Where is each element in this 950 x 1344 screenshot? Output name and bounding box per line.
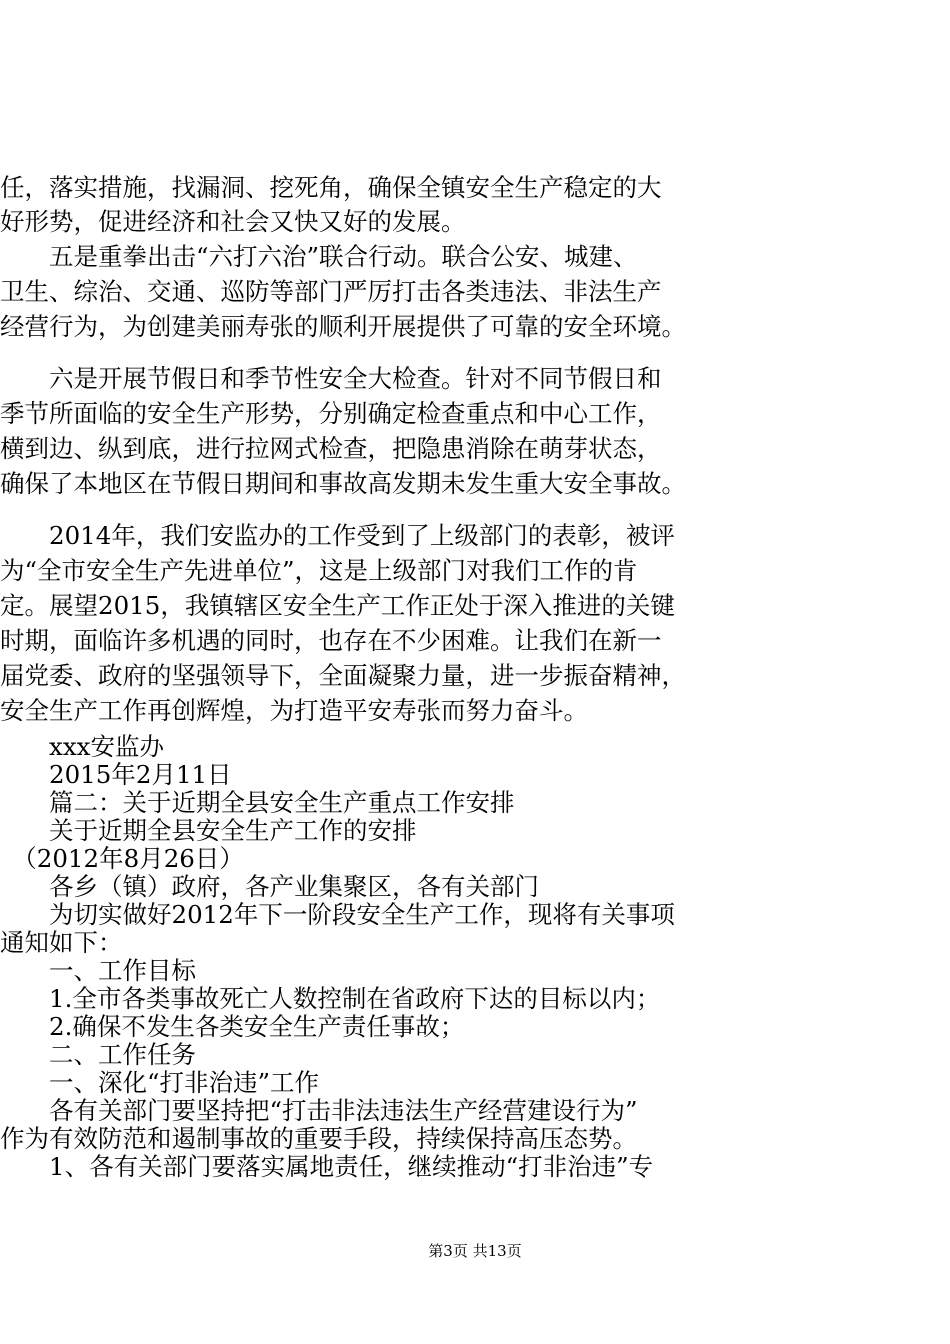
text-line: 季节所面临的安全生产形势，分别确定检查重点和中心工作， (0, 399, 662, 428)
text-line: 五是重拳出击“六打六治”联合行动。联合公安、城建、 (0, 242, 638, 271)
text-line: 时期，面临许多机遇的同时，也存在不少困难。让我们在新一 (0, 626, 662, 655)
heading-line: 一、深化“打非治违”工作 (0, 1068, 320, 1097)
heading-line: 一、工作目标 (0, 956, 196, 985)
text-line: 六是开展节假日和季节性安全大检查。针对不同节假日和 (0, 364, 662, 393)
section-heading: 篇二：关于近期全县安全生产重点工作安排 (0, 788, 515, 817)
text-line: 安全生产工作再创辉煌，为打造平安寿张而努力奋斗。 (0, 696, 588, 725)
text-line: 好形势，促进经济和社会又快又好的发展。 (0, 207, 466, 236)
text-line: 定。展望2015，我镇辖区安全生产工作正处于深入推进的关键 (0, 591, 675, 620)
addressee-line: 各乡（镇）政府，各产业集聚区，各有关部门 (0, 872, 539, 901)
text-line: 各有关部门要坚持把“打击非法违法生产经营建设行为” (0, 1096, 638, 1125)
list-item: 2.确保不发生各类安全生产责任事故； (0, 1012, 465, 1041)
text-line: 任，落实措施，找漏洞、挖死角，确保全镇安全生产稳定的大 (0, 173, 662, 202)
heading-line: 二、工作任务 (0, 1040, 196, 1069)
text-line: 作为有效防范和遏制事故的重要手段，持续保持高压态势。 (0, 1124, 637, 1153)
date-line: 2015年2月11日 (0, 760, 232, 789)
text-line: 确保了本地区在节假日期间和事故高发期未发生重大安全事故。 (0, 469, 686, 498)
signature-line: xxx安监办 (0, 732, 164, 761)
page-footer: 第3页 共13页 (428, 1242, 522, 1260)
text-line: 2014年，我们安监办的工作受到了上级部门的表彰，被评 (0, 521, 675, 550)
document-title: 关于近期全县安全生产工作的安排 (0, 816, 417, 845)
text-line: 横到边、纵到底，进行拉网式检查，把隐患消除在萌芽状态， (0, 434, 662, 463)
text-line: 通知如下： (0, 928, 123, 957)
document-date: （2012年8月26日） (0, 844, 244, 873)
text-line: 届党委、政府的坚强领导下，全面凝聚力量，进一步振奋精神， (0, 661, 686, 690)
text-line: 为“全市安全生产先进单位”，这是上级部门对我们工作的肯 (0, 556, 638, 585)
list-item: 1.全市各类事故死亡人数控制在省政府下达的目标以内； (0, 984, 661, 1013)
text-line: 1、各有关部门要落实属地责任，继续推动“打非治违”专 (0, 1152, 654, 1181)
text-line: 为切实做好2012年下一阶段安全生产工作，现将有关事项 (0, 900, 675, 929)
text-line: 卫生、综治、交通、巡防等部门严厉打击各类违法、非法生产 (0, 277, 662, 306)
text-line: 经营行为，为创建美丽寿张的顺利开展提供了可靠的安全环境。 (0, 312, 686, 341)
